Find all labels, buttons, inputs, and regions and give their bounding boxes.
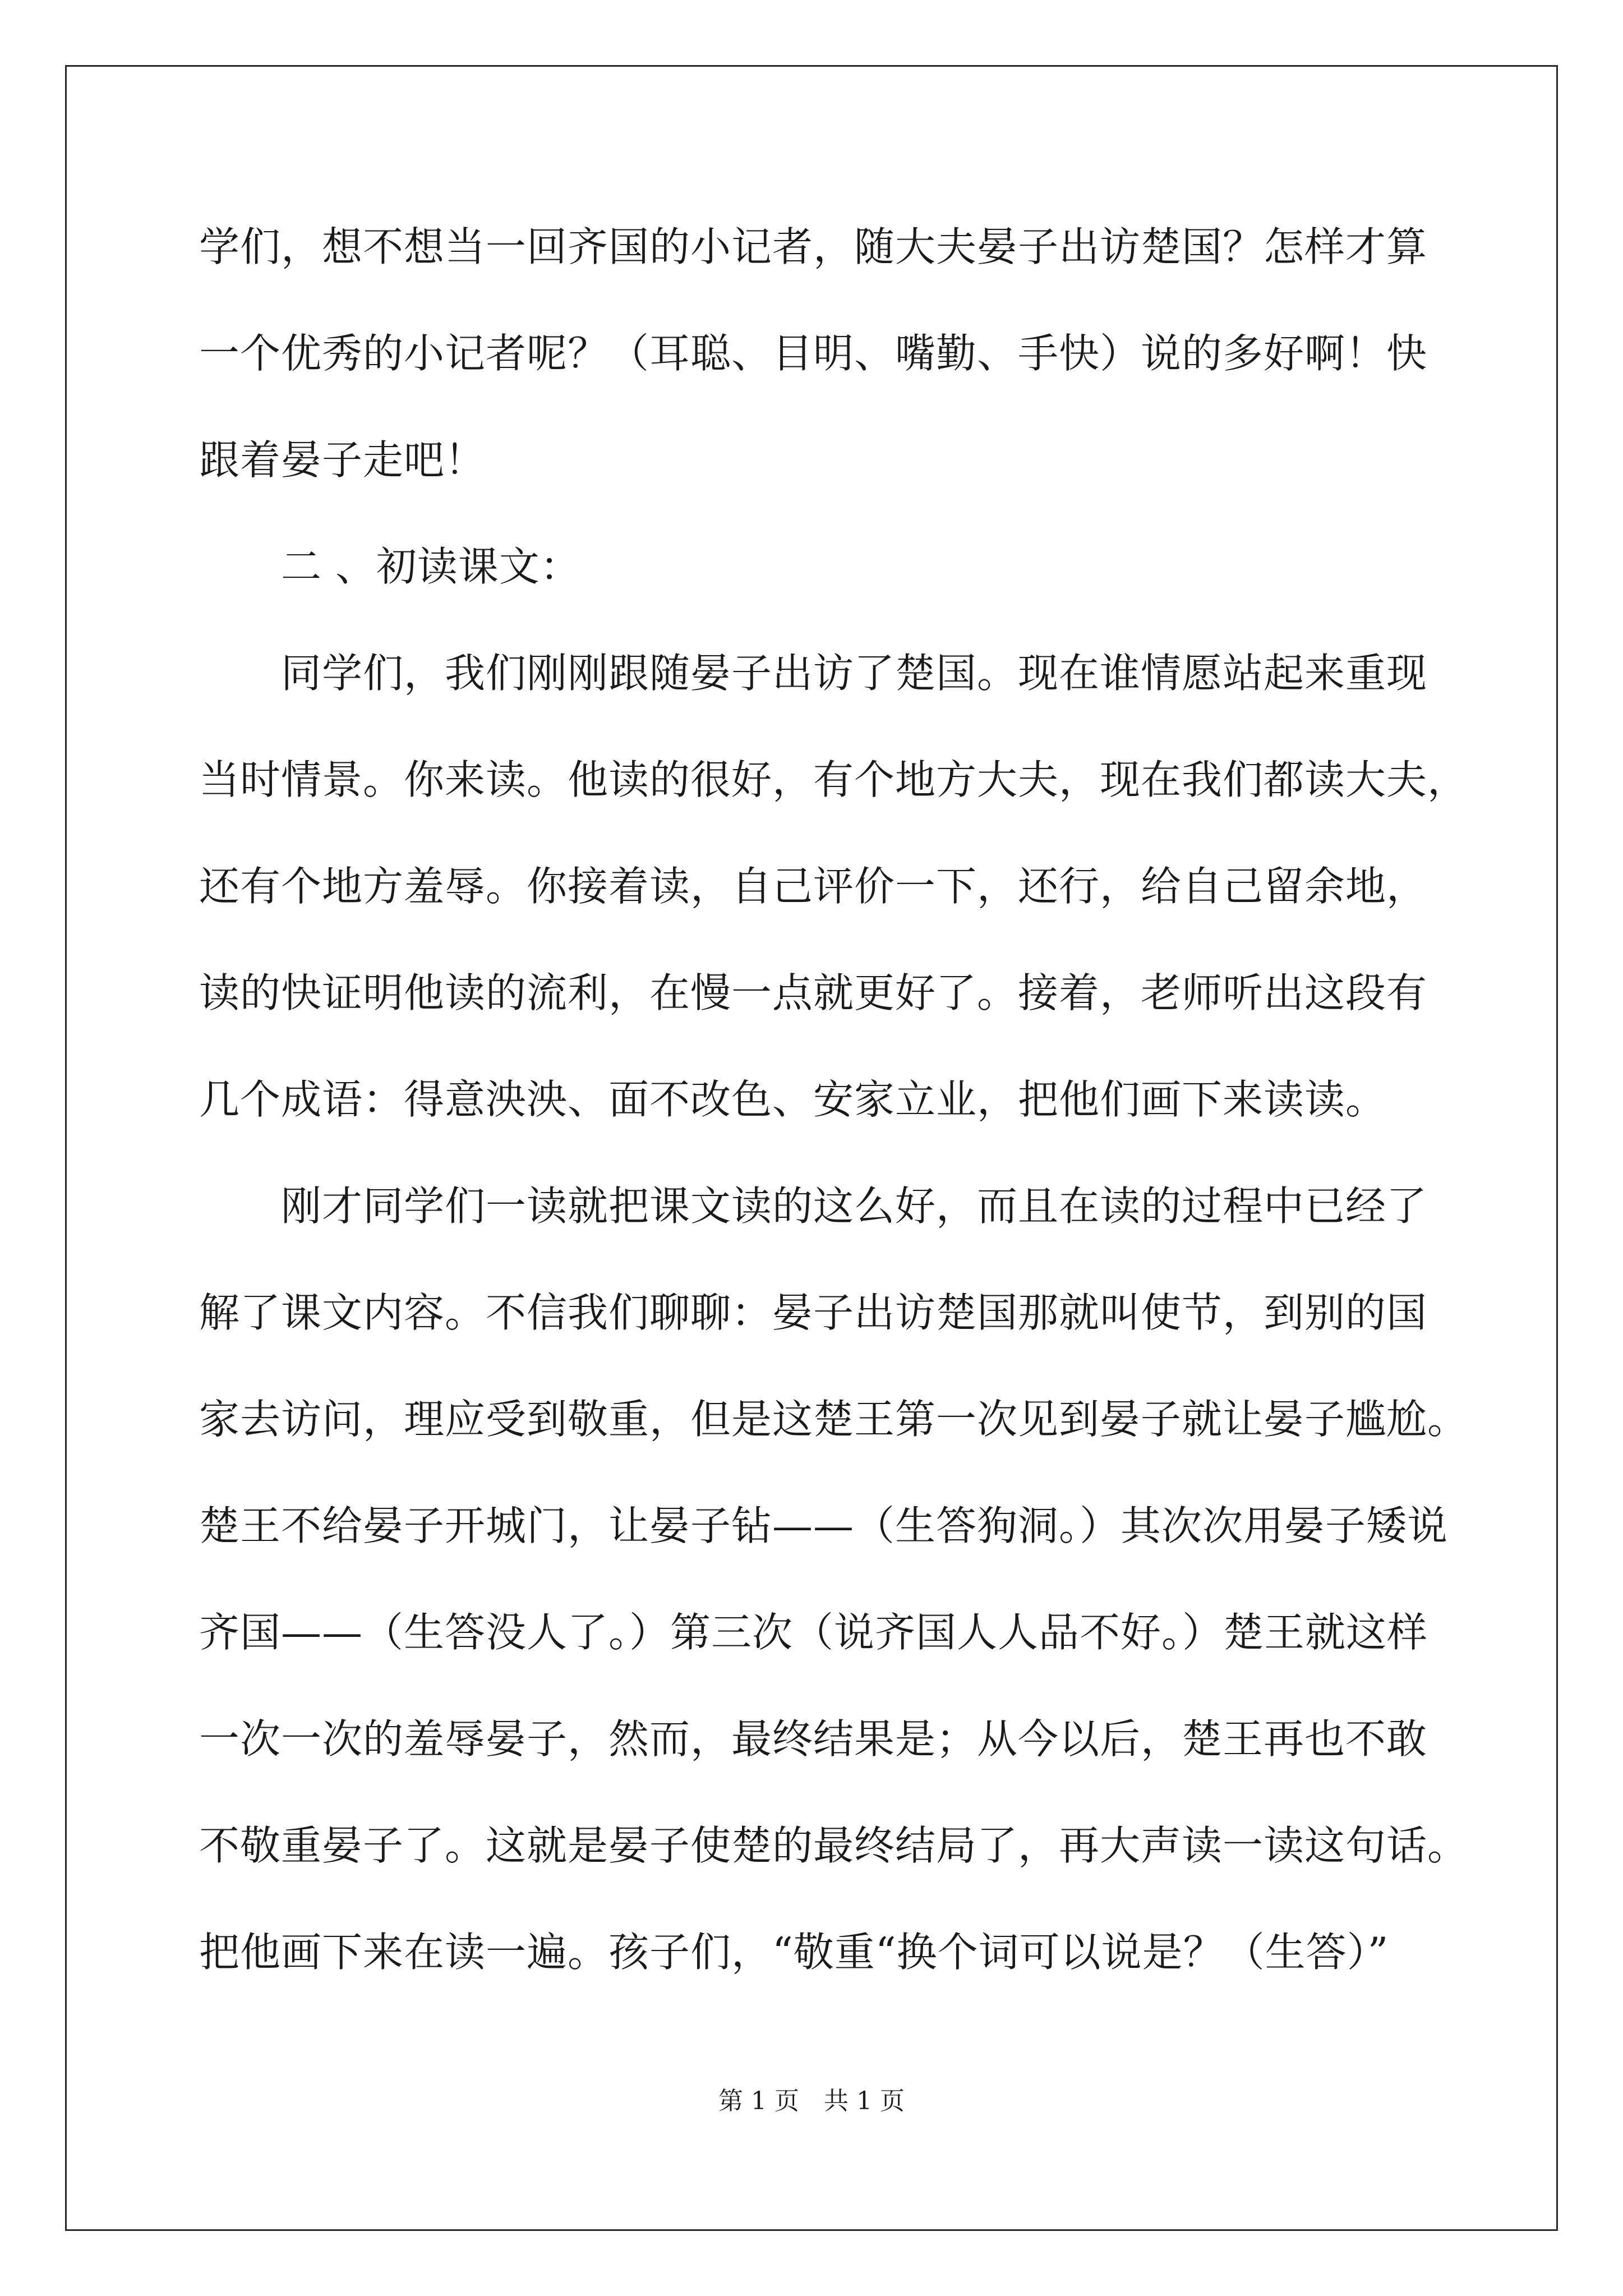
text-line: 把他画下来在读一遍。孩子们，“敬重“换个词可以说是？（生答）” [199,1929,1389,1976]
text-line: 跟着晏子走吧！ [199,436,486,484]
text-line: 几个成语：得意泱泱、面不改色、安家立业，把他们画下来读读。 [199,1076,1387,1123]
text-line: 家去访问，理应受到敬重，但是这楚王第一次见到晏子就让晏子尴尬。 [199,1396,1469,1443]
section-heading: 二 、初读课文： [199,543,581,590]
text-line: 同学们，我们刚刚跟随晏子出访了楚国。现在谁情愿站起来重现 [199,650,1428,697]
text-line: 刚才同学们一读就把课文读的这么好，而且在读的过程中已经了 [199,1182,1428,1230]
text-line: 学们，想不想当一回齐国的小记者，随大夫晏子出访楚国？怎样才算 [199,223,1428,270]
text-line: 当时情景。你来读。他读的很好，有个地方大夫，现在我们都读大夫， [199,756,1469,803]
text-line: 齐国——（生答没人了。）第三次（说齐国人人品不好。）楚王就这样 [199,1609,1428,1656]
text-line: 解了课文内容。不信我们聊聊：晏子出访楚国那就叫使节，到别的国 [199,1289,1428,1336]
text-line: 一个优秀的小记者呢？（耳聪、目明、嘴勤、手快）说的多好啊！快 [199,330,1428,377]
text-line: 读的快证明他读的流利，在慢一点就更好了。接着，老师听出这段有 [199,969,1428,1016]
text-line: 不敬重晏子了。这就是晏子使楚的最终结局了，再大声读一读这句话。 [199,1822,1469,1869]
page-number-footer: 第 1 页 共 1 页 [718,2087,905,2115]
text-line: 还有个地方羞辱。你接着读，自己评价一下，还行，给自己留余地， [199,863,1428,910]
page-border [65,65,1558,2231]
text-line: 一次一次的羞辱晏子，然而，最终结果是；从今以后，楚王再也不敢 [199,1715,1428,1763]
text-line: 楚王不给晏子开城门，让晏子钻——（生答狗洞。）其次次用晏子矮说 [199,1502,1449,1549]
